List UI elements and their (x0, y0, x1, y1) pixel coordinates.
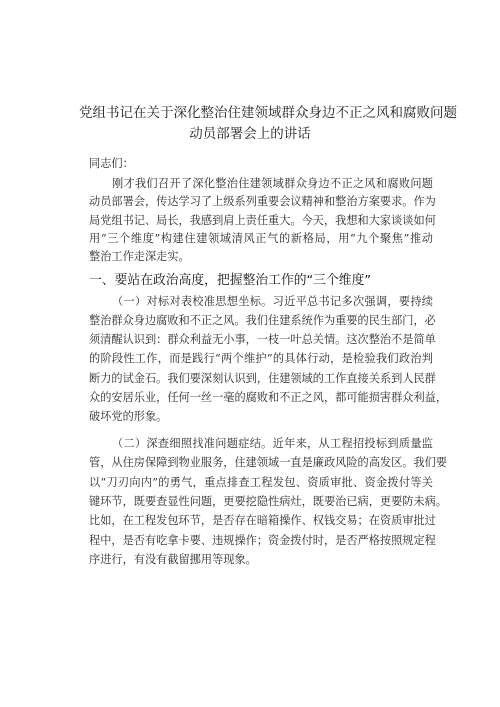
paragraph-line: 断力的试金石。我们要深刻认识到，住建领域的工作直接关系到人民群 (89, 371, 436, 385)
paragraph-line: 程中，是否有吃拿卡要、违规操作；资金拨付时，是否严格按照规定程 (89, 533, 436, 547)
section-heading: 一、要站在政治高度，把握整治工作的“三个维度” (89, 272, 371, 288)
paragraph-line: 须清醒认识到：群众利益无小事，一枝一叶总关情。这次整治不是简单 (89, 333, 436, 347)
document-title-line2: 动员部署会上的讲话 (189, 126, 311, 142)
paragraph-line: （二）深查细照找准问题症结。近年来，从工程招投标到质量监 (112, 437, 433, 451)
paragraph-line: 的阶段性工作，而是践行“两个维护”的具体行动，是检验我们政治判 (89, 352, 433, 366)
paragraph-line: 键环节，既要查显性问题，更要挖隐性病灶，既要治已病，更要防未病。 (89, 495, 448, 509)
paragraph-line: 比如，在工程发包环节，是否存在暗箱操作、权钱交易；在资质审批过 (89, 514, 436, 528)
paragraph-line: （一）对标对表校准思想坐标。习近平总书记多次强调，要持续 (112, 294, 433, 308)
intro-line: 局党组书记、局长，我感到肩上责任重大。今天，我想和大家谈谈如何 (89, 213, 436, 227)
intro-line: 整治工作走深走实。 (89, 250, 190, 264)
intro-line: 动员部署会，传达学习了上级系列重要会议精神和整治方案要求。作为 (89, 195, 436, 209)
paragraph-line: 管，从住房保障到物业服务，住建领域一直是廉政风险的高发区。我们要 (89, 456, 448, 470)
paragraph-line: 破坏党的形象。 (89, 410, 168, 424)
intro-line: 刚才我们召开了深化整治住建领域群众身边不正之风和腐败问题 (112, 176, 433, 190)
paragraph-line: 序进行，有没有截留挪用等现象。 (89, 553, 257, 567)
paragraph-line: 整治群众身边腐败和不正之风。我们住建系统作为重要的民生部门，必 (89, 313, 436, 327)
paragraph-line: 众的安居乐业，任何一丝一毫的腐败和不正之风，都可能损害群众利益， (89, 391, 448, 405)
paragraph-line: 以“刀刃向内”的勇气，重点排查工程发包、资质审批、资金拨付等关 (89, 475, 433, 489)
salutation: 同志们： (89, 157, 134, 171)
document-title-line1: 党组书记在关于深化整治住建领域群众身边不正之风和腐败问题 (79, 105, 457, 121)
intro-line: 用“三个维度”构建住建领域清风正气的新格局，用“九个聚焦”推动 (89, 231, 433, 245)
